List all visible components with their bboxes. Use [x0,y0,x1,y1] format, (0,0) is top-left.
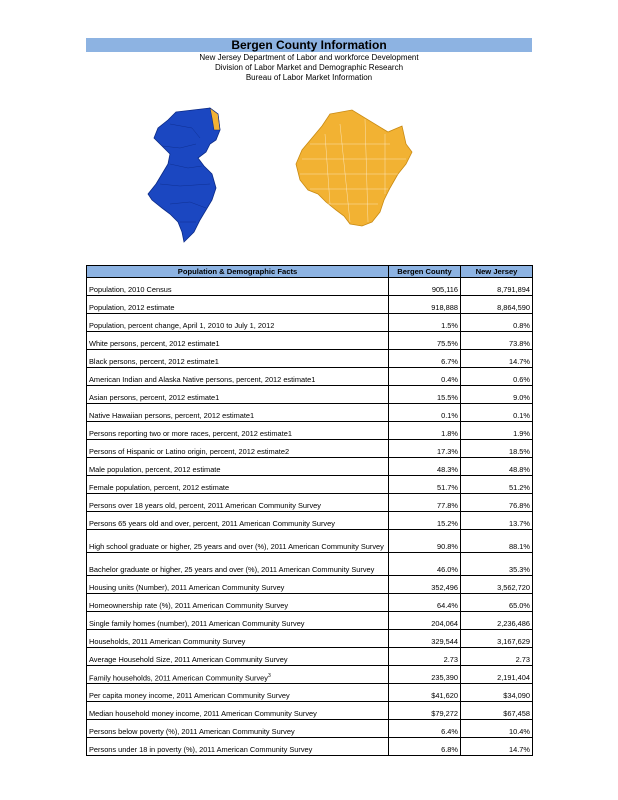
nj-value: 35.3% [461,553,533,576]
facts-table [86,265,533,756]
nj-value: 18.5% [461,440,533,458]
nj-value: 76.8% [461,494,533,512]
nj-value: $67,458 [461,702,533,720]
bergen-value: 6.8% [389,738,461,756]
nj-value: 8,864,590 [461,296,533,314]
row-label: Population, 2012 estimate [89,303,175,312]
row-label-cell [87,702,389,720]
nj-value: 65.0% [461,594,533,612]
nj-value: 13.7% [461,512,533,530]
nj-value: 88.1% [461,530,533,553]
nj-value: 2,191,404 [461,666,533,684]
bergen-value: 0.1% [389,404,461,422]
bergen-value: 64.4% [389,594,461,612]
subtitle-line-1: New Jersey Department of Labor and workforce Development [199,53,419,62]
row-label: Housing units (Number), 2011 American Community Survey [89,583,285,592]
row-label: Persons below poverty (%), 2011 American Community Survey [89,727,295,736]
table-header-row [87,266,533,278]
table-row [87,494,533,512]
row-label-cell [87,666,389,684]
page-title: Bergen County Information [86,38,532,52]
nj-value: 14.7% [461,350,533,368]
bergen-value: 0.4% [389,368,461,386]
table-row [87,684,533,702]
row-label: Persons reporting two or more races, percent, 2012 estimate1 [89,429,292,438]
row-label-cell [87,738,389,756]
bergen-value: $79,272 [389,702,461,720]
nj-value: 8,791,894 [461,278,533,296]
row-label: Native Hawaiian persons, percent, 2012 estimate1 [89,411,255,420]
row-label-cell [87,368,389,386]
row-label: Black persons, percent, 2012 estimate1 [89,357,219,366]
table-row [87,630,533,648]
row-label-cell [87,296,389,314]
row-label: Average Household Size, 2011 American Community Survey [89,655,288,664]
row-label-cell [87,576,389,594]
header-nj: New Jersey [461,266,533,278]
row-label: Persons of Hispanic or Latino origin, percent, 2012 estimate2 [89,447,290,456]
bergen-value: 2.73 [389,648,461,666]
row-label-cell [87,386,389,404]
nj-value: 2,236,486 [461,612,533,630]
row-label-cell [87,476,389,494]
table-row [87,314,533,332]
bergen-value: 1.5% [389,314,461,332]
table-row [87,666,533,684]
table-row [87,702,533,720]
facts-table-body [87,278,533,756]
table-row [87,386,533,404]
bergen-value: 46.0% [389,553,461,576]
row-label-cell [87,314,389,332]
row-label-cell [87,512,389,530]
bergen-county-map [296,110,412,226]
table-row [87,296,533,314]
row-label: Population, 2010 Census [89,285,172,294]
nj-value: 0.6% [461,368,533,386]
bergen-value: 204,064 [389,612,461,630]
row-label: Family households, 2011 American Community Survey [89,673,268,682]
row-label: Per capita money income, 2011 American Community Survey [89,691,290,700]
row-label: Persons under 18 in poverty (%), 2011 American Community Survey [89,745,313,754]
row-label-cell [87,684,389,702]
row-label-cell [87,350,389,368]
row-label-cell [87,332,389,350]
table-row [87,553,533,576]
nj-value: 48.8% [461,458,533,476]
header-facts: Population & Demographic Facts [87,266,389,278]
table-row [87,530,533,553]
nj-value: 9.0% [461,386,533,404]
nj-value: 3,167,629 [461,630,533,648]
nj-value: 73.8% [461,332,533,350]
row-label: Male population, percent, 2012 estimate [89,465,221,474]
table-row [87,278,533,296]
row-label-cell [87,612,389,630]
bergen-value: 51.7% [389,476,461,494]
table-row [87,612,533,630]
table-row [87,576,533,594]
new-jersey-map [148,108,220,242]
row-label-cell [87,404,389,422]
bergen-value: 235,390 [389,666,461,684]
bergen-value: 15.2% [389,512,461,530]
table-row [87,350,533,368]
maps-figure [140,104,460,254]
bergen-value: 48.3% [389,458,461,476]
table-row [87,594,533,612]
table-row [87,404,533,422]
footnote-marker: 3 [267,672,271,679]
row-label: Population, percent change, April 1, 2010 to July 1, 2012 [89,321,275,330]
bergen-value: 352,496 [389,576,461,594]
row-label-cell [87,594,389,612]
row-label: Households, 2011 American Community Survey [89,637,246,646]
nj-value: 51.2% [461,476,533,494]
row-label-cell [87,458,389,476]
bergen-value: 905,116 [389,278,461,296]
bergen-value: 1.8% [389,422,461,440]
bergen-value: 6.4% [389,720,461,738]
table-row [87,368,533,386]
table-row [87,720,533,738]
row-label: White persons, percent, 2012 estimate1 [89,339,220,348]
bergen-value: 75.5% [389,332,461,350]
row-label-cell [87,278,389,296]
table-row [87,738,533,756]
bergen-value: 17.3% [389,440,461,458]
row-label: Female population, percent, 2012 estimate [89,483,230,492]
bergen-value: $41,620 [389,684,461,702]
table-row [87,476,533,494]
nj-value: 3,562,720 [461,576,533,594]
bergen-value: 329,544 [389,630,461,648]
nj-value: 0.8% [461,314,533,332]
subtitle-line-3: Bureau of Labor Market Information [245,73,373,82]
bergen-value: 15.5% [389,386,461,404]
row-label: American Indian and Alaska Native persons, percent, 2012 estimate1 [89,375,316,384]
row-label-cell [87,494,389,512]
row-label: Persons over 18 years old, percent, 2011 American Community Survey [89,501,321,510]
row-label: Persons 65 years old and over, percent, 2011 American Community Survey [89,519,335,528]
table-row [87,422,533,440]
subtitle-line-2: Division of Labor Market and Demographic Research [214,63,404,72]
table-row [87,458,533,476]
bergen-value: 77.8% [389,494,461,512]
row-label-cell [87,422,389,440]
nj-value: 2.73 [461,648,533,666]
nj-value: $34,090 [461,684,533,702]
nj-value: 1.9% [461,422,533,440]
row-label-cell [87,553,389,576]
row-label-cell [87,530,389,553]
table-row [87,648,533,666]
bergen-value: 6.7% [389,350,461,368]
row-label: Bachelor graduate or higher, 25 years and over (%), 2011 American Community Survey [89,565,375,574]
row-label: High school graduate or higher, 25 years and over (%), 2011 American Community Survey [89,542,384,551]
row-label: Median household money income, 2011 American Community Survey [89,709,317,718]
nj-value: 14.7% [461,738,533,756]
bergen-value: 918,888 [389,296,461,314]
nj-value: 0.1% [461,404,533,422]
row-label: Homeownership rate (%), 2011 American Community Survey [89,601,289,610]
nj-value: 10.4% [461,720,533,738]
row-label-cell [87,648,389,666]
table-row [87,440,533,458]
table-row [87,512,533,530]
bergen-value: 90.8% [389,530,461,553]
row-label: Asian persons, percent, 2012 estimate1 [89,393,220,402]
row-label: Single family homes (number), 2011 American Community Survey [89,619,305,628]
table-row [87,332,533,350]
row-label-cell [87,720,389,738]
row-label-cell [87,630,389,648]
row-label-cell [87,440,389,458]
header-bergen: Bergen County [389,266,461,278]
